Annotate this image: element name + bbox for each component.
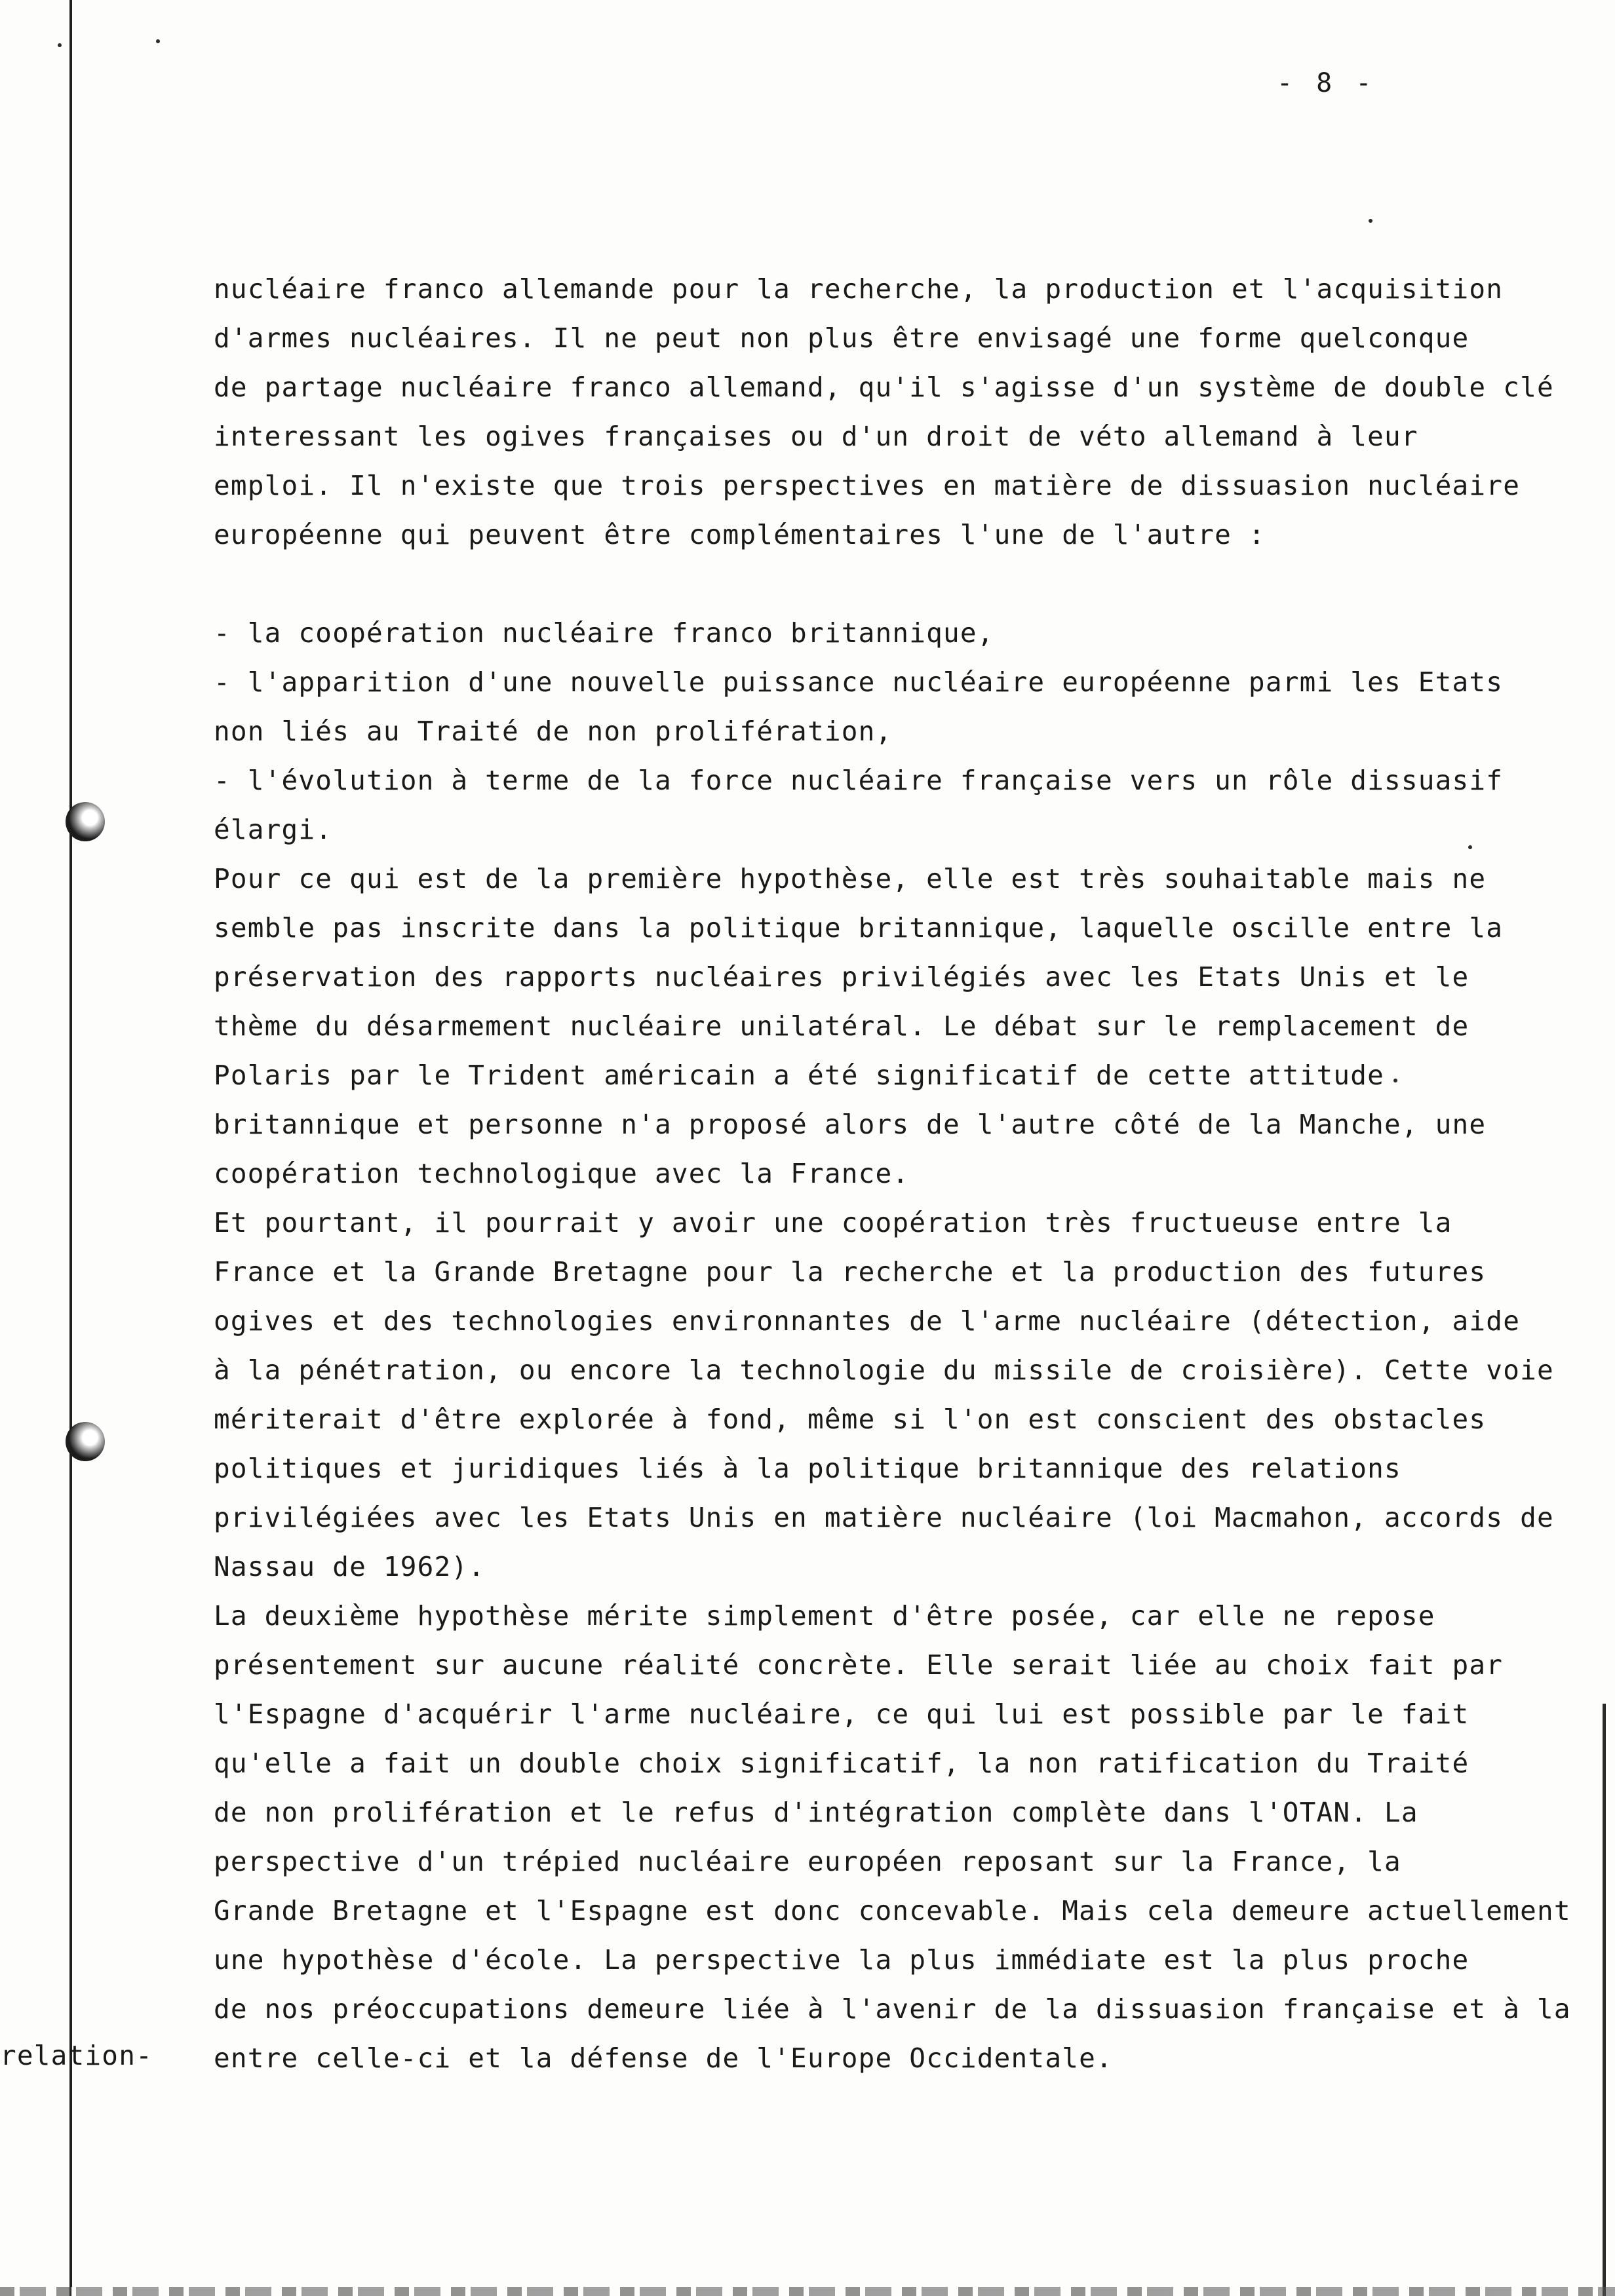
left-margin-rule — [69, 0, 72, 2296]
text-line: à la pénétration, ou encore la technologie du missile de croisière). Cette voie — [214, 1354, 1554, 1386]
text-line: l'Espagne d'acquérir l'arme nucléaire, ce qui lui est possible par le fait — [214, 1698, 1469, 1730]
text-line: élargi. — [214, 814, 333, 845]
text-line: préservation des rapports nucléaires privilégiés avec les Etats Unis et le — [214, 961, 1469, 993]
text-line: de partage nucléaire franco allemand, qu'il s'agisse d'un système de double clé — [214, 372, 1554, 403]
punch-hole-icon — [66, 1422, 105, 1461]
text-line: Et pourtant, il pourrait y avoir une coopération très fructueuse entre la — [214, 1207, 1452, 1238]
body-text — [214, 265, 1571, 2083]
text-line: politiques et juridiques liés à la politique britannique des relations — [214, 1453, 1401, 1484]
text-line: semble pas inscrite dans la politique britannique, laquelle oscille entre la — [214, 912, 1504, 944]
margin-note: relation- — [0, 2040, 153, 2071]
scan-speck — [156, 39, 160, 43]
text-line: - l'apparition d'une nouvelle puissance nucléaire européenne parmi les Etats — [214, 666, 1504, 698]
text-line: interessant les ogives françaises ou d'un droit de véto allemand à leur — [214, 421, 1418, 452]
bottom-scan-edge — [0, 2287, 1615, 2296]
text-line: privilégiées avec les Etats Unis en matière nucléaire (loi Macmahon, accords de — [214, 1502, 1554, 1533]
text-line: européenne qui peuvent être complémentaires l'une de l'autre : — [214, 519, 1266, 550]
text-line: Grande Bretagne et l'Espagne est donc concevable. Mais cela demeure actuellement — [214, 1895, 1571, 1926]
text-line: La deuxième hypothèse mérite simplement d'être posée, car elle ne repose — [214, 1600, 1435, 1632]
text-line: Polaris par le Trident américain a été significatif de cette attitude — [214, 1060, 1385, 1091]
text-line: qu'elle a fait un double choix significatif, la non ratification du Traité — [214, 1748, 1469, 1779]
text-line: de non prolifération et le refus d'intégration complète dans l'OTAN. La — [214, 1797, 1418, 1828]
text-line: d'armes nucléaires. Il ne peut non plus être envisagé une forme quelconque — [214, 322, 1469, 354]
punch-hole-icon — [66, 802, 105, 841]
text-line: thème du désarmement nucléaire unilatéral. Le débat sur le remplacement de — [214, 1010, 1469, 1042]
text-line: emploi. Il n'existe que trois perspectives en matière de dissuasion nucléaire — [214, 470, 1521, 501]
page-number: - 8 - — [1277, 68, 1376, 98]
text-line: de nos préoccupations demeure liée à l'avenir de la dissuasion française et à la — [214, 1993, 1571, 2025]
text-line: britannique et personne n'a proposé alors de l'autre côté de la Manche, une — [214, 1109, 1487, 1140]
text-line: mériterait d'être explorée à fond, même si l'on est conscient des obstacles — [214, 1404, 1487, 1435]
text-line: non liés au Traité de non prolifération, — [214, 716, 893, 747]
text-line: ogives et des technologies environnantes de l'arme nucléaire (détection, aide — [214, 1305, 1521, 1337]
text-line: perspective d'un trépied nucléaire européen reposant sur la France, la — [214, 1846, 1401, 1877]
scan-speck — [1369, 219, 1372, 223]
text-line: présentement sur aucune réalité concrète. Elle serait liée au choix fait par — [214, 1649, 1504, 1681]
text-line: Pour ce qui est de la première hypothèse, elle est très souhaitable mais ne — [214, 863, 1487, 894]
text-line: - la coopération nucléaire franco britannique, — [214, 617, 994, 649]
right-page-edge — [1603, 1704, 1606, 2296]
text-line: nucléaire franco allemande pour la recherche, la production et l'acquisition — [214, 273, 1504, 305]
text-line: une hypothèse d'école. La perspective la plus immédiate est la plus proche — [214, 1944, 1469, 1976]
text-line: coopération technologique avec la France. — [214, 1158, 910, 1189]
text-line: - l'évolution à terme de la force nucléaire française vers un rôle dissuasif — [214, 765, 1504, 796]
scan-speck — [58, 43, 62, 47]
blank-line — [214, 560, 1551, 609]
text-line: entre celle-ci et la défense de l'Europe Occidentale. — [214, 2042, 1113, 2074]
text-line: France et la Grande Bretagne pour la recherche et la production des futures — [214, 1256, 1487, 1288]
text-line: Nassau de 1962). — [214, 1551, 486, 1582]
